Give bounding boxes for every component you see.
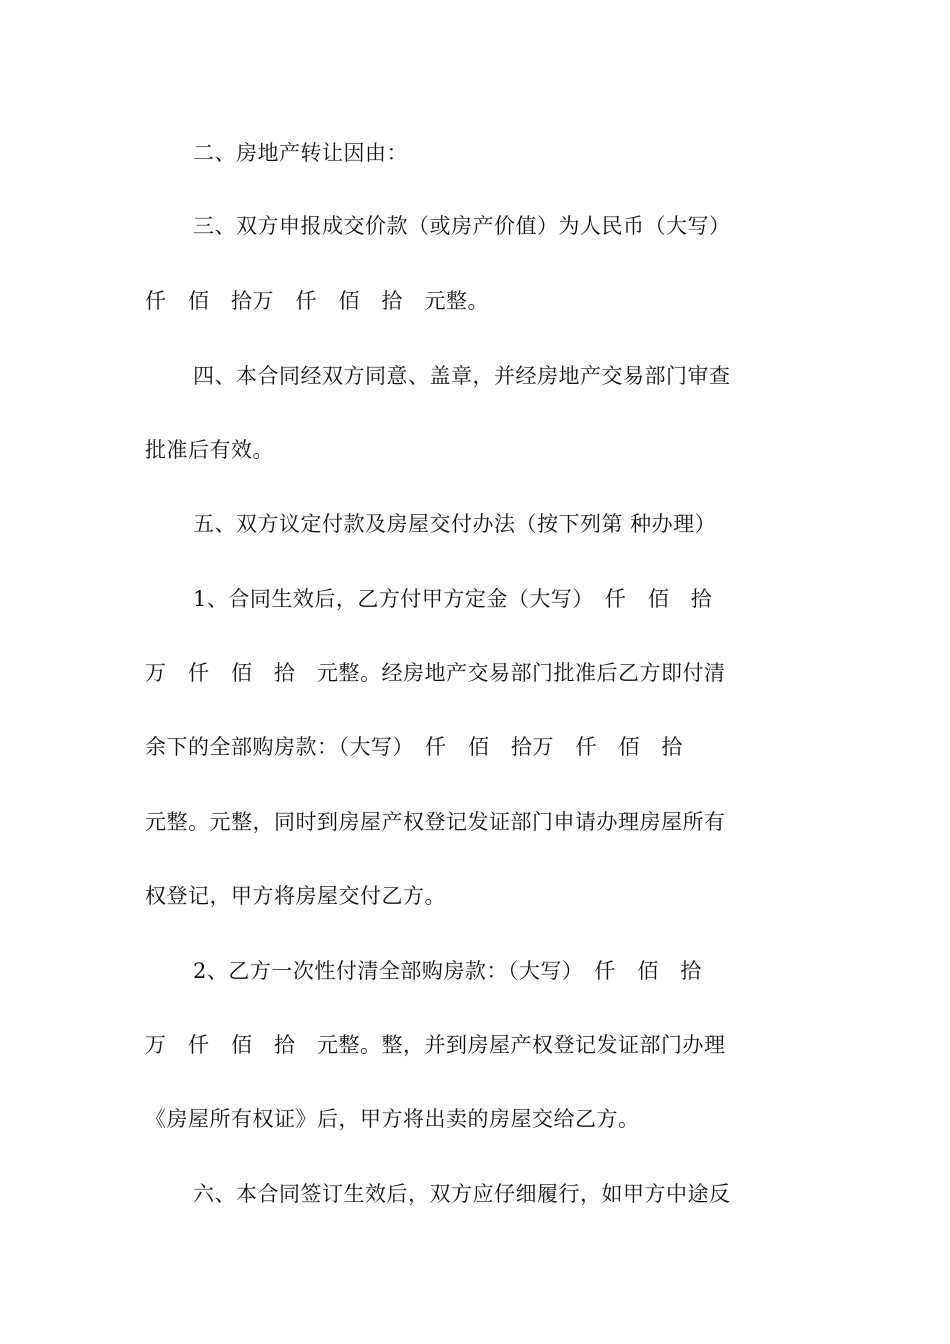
paragraph-line: 仟 佰 拾万 仟 佰 拾 元整。 [145, 289, 489, 313]
paragraph-line: 《房屋所有权证》后，甲方将出卖的房屋交给乙方。 [145, 1107, 640, 1131]
paragraph-line: 权登记，甲方将房屋交付乙方。 [145, 884, 446, 908]
paragraph-line: 余下的全部购房款：（大写） 仟 佰 拾万 仟 佰 拾 [145, 735, 683, 759]
paragraph-line: 元整。元整，同时到房屋产权登记发证部门申请办理房屋所有 [145, 810, 726, 834]
paragraph-line: 二、房地产转让因由： [193, 141, 408, 165]
paragraph-line: 四、本合同经双方同意、盖章，并经房地产交易部门审查 [193, 364, 731, 388]
paragraph-line: 六、本合同签订生效后，双方应仔细履行，如甲方中途反 [193, 1182, 731, 1206]
paragraph-line: 三、双方申报成交价款（或房产价值）为人民币（大写） [193, 214, 731, 238]
paragraph-line: 1、合同生效后，乙方付甲方定金（大写） 仟 佰 拾 [193, 587, 713, 611]
paragraph-line: 2、乙方一次性付清全部购房款：（大写） 仟 佰 拾 [193, 959, 702, 983]
paragraph-line: 万 仟 佰 拾 元整。整，并到房屋产权登记发证部门办理 [145, 1033, 726, 1057]
paragraph-line: 批准后有效。 [145, 438, 274, 462]
paragraph-line: 五、双方议定付款及房屋交付办法（按下列第 种办理） [193, 512, 717, 536]
paragraph-line: 万 仟 佰 拾 元整。经房地产交易部门批准后乙方即付清 [145, 661, 726, 685]
